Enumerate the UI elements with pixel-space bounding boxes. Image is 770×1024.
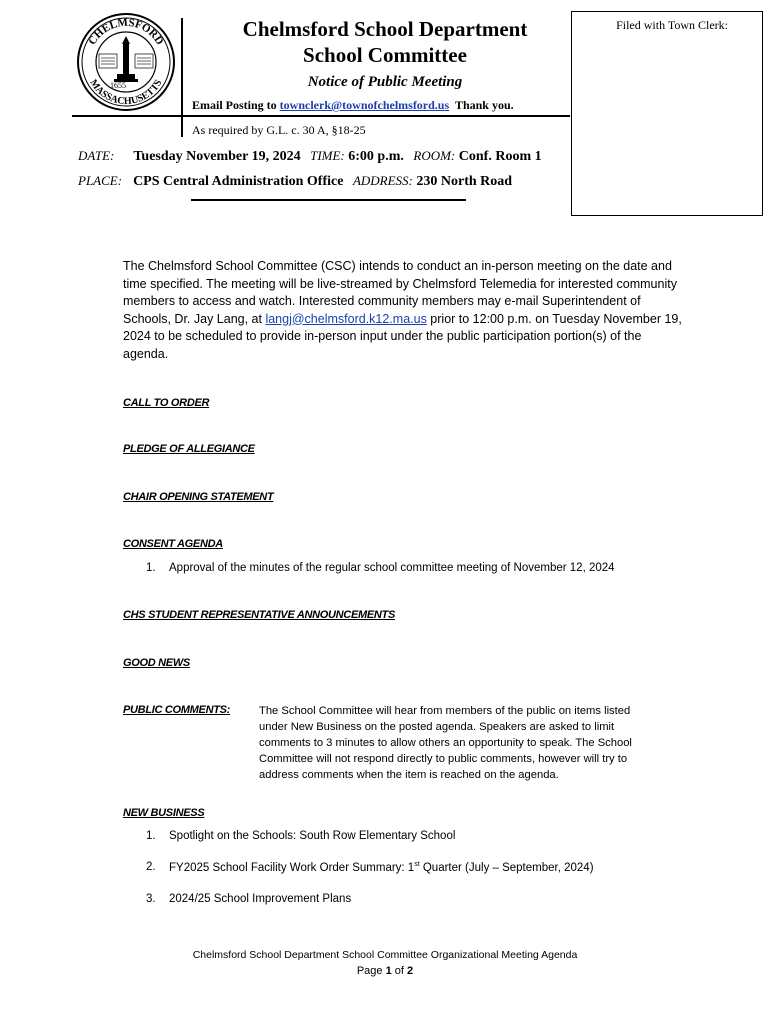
new-business-item-number: 3. (146, 893, 156, 905)
seal-monument-icon (123, 44, 129, 74)
filed-with-town-clerk-label: Filed with Town Clerk: (616, 18, 728, 32)
time-label: TIME: (310, 148, 345, 163)
consent-item-number: 1. (146, 562, 156, 574)
chelmsford-town-seal (76, 12, 176, 112)
date-value: Tuesday November 19, 2024 (133, 149, 301, 164)
superintendent-email-link[interactable]: langj@chelmsford.k12.ma.us (265, 311, 427, 326)
consent-item-text: Approval of the minutes of the regular school committee meeting of November 12, 2024 (169, 562, 615, 574)
date-time-room-row (78, 148, 542, 165)
intro-text-part1: The Chelmsford School Committee (CSC) intends to conduct an in-person meeting on the date and time specified. The meeting will be live-streamed by Chelmsford Telemedia for interested community members to access and watch. Interested community members may e-mail Superintendent of Schools, Dr. Jay Lang, at (123, 259, 677, 326)
email-suffix: Thank you. (449, 98, 514, 112)
address-label: ADDRESS: (352, 173, 413, 188)
seal-year: 1655 (110, 81, 126, 90)
call-to-order-heading: CALL TO ORDER (123, 397, 210, 409)
chair-opening-heading: CHAIR OPENING STATEMENT (123, 491, 274, 503)
header-divider-vertical (181, 18, 183, 137)
public-comments-heading: PUBLIC COMMENTS: (123, 704, 231, 716)
notice-heading: Notice of Public Meeting (307, 74, 463, 90)
header-underline (191, 199, 466, 201)
date-label: DATE: (78, 148, 115, 163)
address-value: 230 North Road (416, 174, 513, 189)
legal-reference: As required by G.L. c. 30 A, §18-25 (192, 123, 366, 137)
new-business-item-text: Spotlight on the Schools: South Row Elementary School (169, 830, 456, 842)
email-posting (192, 98, 514, 113)
document-title: Chelmsford School Department (242, 17, 528, 41)
intro-text-part2: prior to 12:00 p.m. on Tuesday November 19, 2024 to be scheduled to provide in-person input under the public participation portion(s) of the agenda. (123, 311, 682, 361)
consent-agenda-heading: CONSENT AGENDA (123, 538, 223, 550)
room-value: Conf. Room 1 (458, 149, 542, 164)
new-business-item-text: FY2025 School Facility Work Order Summary: 1st Quarter (July – September, 2024) (169, 861, 594, 874)
new-business-item-number: 1. (146, 830, 156, 842)
time-value: 6:00 p.m. (348, 149, 404, 164)
page-number: Page 1 of 2 (356, 965, 414, 977)
public-comments-text: The School Committee will hear from members of the public on items listed under New Business on the posted agenda. Speakers are asked to limit comments to 3 minutes to allow others an opportunity to speak. The School Committee will not respond directly to public comments, however will try to address comments when the item is reached on the agenda. (259, 705, 632, 781)
place-value: CPS Central Administration Office (133, 174, 344, 189)
new-business-heading: NEW BUSINESS (123, 807, 205, 819)
townclerk-email-link[interactable]: townclerk@townofchelmsford.us (279, 98, 450, 112)
good-news-heading: GOOD NEWS (123, 657, 190, 669)
new-business-item-number: 2. (146, 861, 156, 873)
footer-title: Chelmsford School Department School Committee Organizational Meeting Agenda (192, 949, 578, 961)
place-label: PLACE: (78, 173, 123, 188)
email-prefix: Email Posting to (192, 98, 280, 112)
document-subtitle: School Committee (303, 43, 467, 67)
place-address-row (78, 173, 512, 190)
seal-bottom-text: MASSACHUSETTS (87, 77, 165, 108)
new-business-item-text: 2024/25 School Improvement Plans (169, 893, 352, 905)
intro-paragraph (123, 258, 688, 363)
header-divider-horizontal (72, 115, 570, 117)
room-label: ROOM: (413, 148, 456, 163)
town-clerk-filing-box (571, 11, 763, 216)
chs-student-heading: CHS STUDENT REPRESENTATIVE ANNOUNCEMENTS (123, 609, 395, 621)
pledge-heading: PLEDGE OF ALLEGIANCE (123, 443, 255, 455)
seal-top-text: CHELMSFORD (86, 16, 166, 48)
